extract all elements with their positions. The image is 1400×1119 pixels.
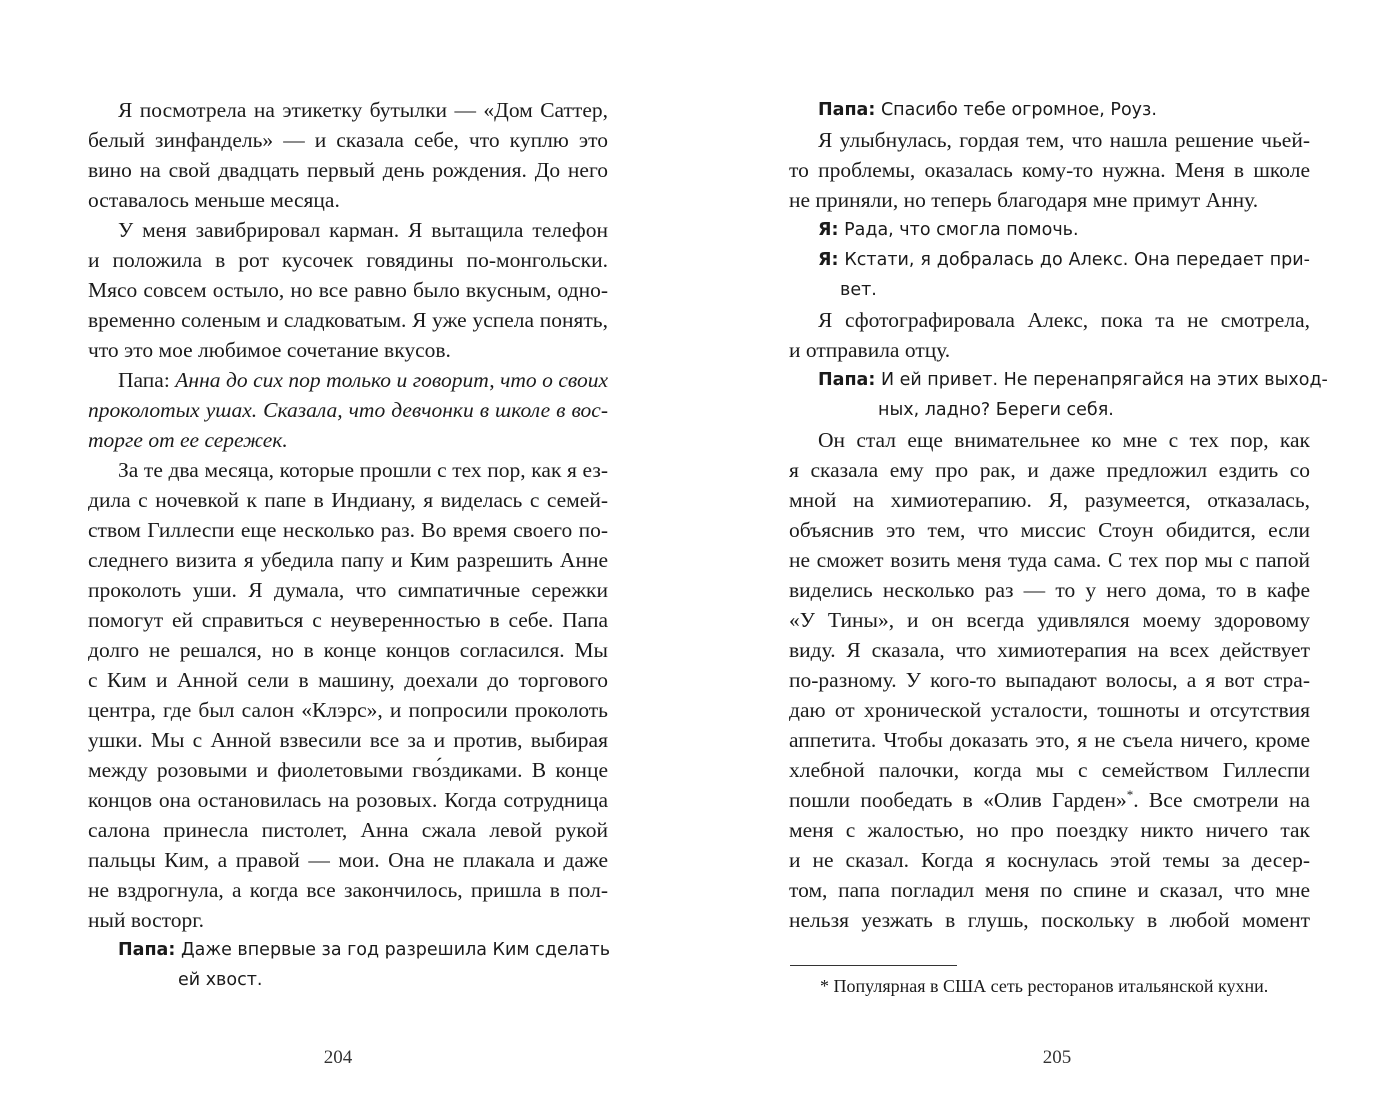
message-text: Кстати, я добралась до Алекс. Она передает при- bbox=[844, 250, 1310, 270]
text-line: нельзя уезжать в глушь, поскольку в любой момент bbox=[789, 908, 1310, 932]
speaker-label: Я: bbox=[818, 250, 839, 270]
page-number: 205 bbox=[1042, 1047, 1072, 1068]
text-line: ством Гиллеспи еще несколько раз. Во время своего по- bbox=[88, 518, 608, 542]
text-line: Мясо совсем остыло, но все равно было вкусным, одно- bbox=[88, 278, 608, 302]
text-line: хлебной палочки, когда мы с семейством Гиллеспи bbox=[789, 758, 1310, 782]
text-line: виду. Я сказала, что химиотерапия на всех действует bbox=[789, 638, 1310, 662]
text-line: долго не решался, но в конце концов согласился. Мы bbox=[88, 638, 608, 662]
papa-message bbox=[118, 935, 610, 965]
page-number: 204 bbox=[323, 1047, 353, 1068]
text-line: центра, где был салон «Клэрс», и попросили проколоть bbox=[88, 698, 608, 722]
message-text-continued: ей хвост. bbox=[178, 970, 263, 990]
speaker-label: Папа: bbox=[118, 368, 170, 392]
text-line: За те два месяца, которые прошли с тех пор, как я ез- bbox=[118, 458, 608, 482]
text-segment: пошли пообедать в «Олив Гарден» bbox=[789, 788, 1127, 812]
my-message bbox=[818, 215, 1079, 245]
text-line: концов она остановилась на розовых. Когда сотрудница bbox=[88, 788, 608, 812]
text-line: салона принесла пистолет, Анна сжала левой рукой bbox=[88, 818, 608, 842]
text-line: Он стал еще внимательнее ко мне с тех пор, как bbox=[818, 428, 1310, 452]
text-line-with-footnote bbox=[789, 785, 1310, 815]
message-text: Анна до сих пор только и говорит, что о своих bbox=[175, 368, 608, 392]
papa-message bbox=[818, 95, 1157, 125]
text-line: оставалось меньше месяца. bbox=[88, 188, 340, 212]
text-line: «У Тины», и он всегда удивлялся моему здоровому bbox=[789, 608, 1310, 632]
text-line: то проблемы, оказалась кому-то нужна. Меня в школе bbox=[789, 158, 1310, 182]
text-line: Я улыбнулась, гордая тем, что нашла решение чьей- bbox=[818, 128, 1310, 152]
text-line: торге от ее сережек. bbox=[88, 428, 288, 452]
text-line: Я сфотографировала Алекс, пока та не смотрела, bbox=[818, 308, 1310, 332]
text-line: ушки. Мы с Анной взвесили все за и против, выбирая bbox=[88, 728, 608, 752]
text-line: меня с жалостью, но про поездку никто ничего так bbox=[789, 818, 1310, 842]
text-line: следнего визита я убедила папу и Ким разрешить Анне bbox=[88, 548, 608, 572]
text-line: вино на свой двадцать первый день рождения. До него bbox=[88, 158, 608, 182]
text-line: помогут ей справиться с неуверенностью в себе. Папа bbox=[88, 608, 608, 632]
text-line: и отправила отцу. bbox=[789, 338, 951, 362]
text-line: не сможет возить меня туда сама. С тех пор мы с папой bbox=[789, 548, 1310, 572]
my-message bbox=[818, 245, 1310, 275]
text-line: между розовыми и фиолетовыми гво́здиками. В конце bbox=[88, 758, 608, 782]
message-text: Даже впервые за год разрешила Ким сделать bbox=[180, 940, 611, 960]
text-line: виделись несколько раз — то у него дома, то в кафе bbox=[789, 578, 1310, 602]
text-line: по-разному. У кого-то выпадают волосы, а я вот стра- bbox=[789, 668, 1310, 692]
papa-message bbox=[818, 365, 1328, 395]
footnote-divider bbox=[790, 965, 957, 966]
footnote-marker[interactable]: * bbox=[1126, 786, 1134, 802]
text-line: проколотых ушах. Сказала, что девчонки в школе в вос- bbox=[88, 398, 608, 422]
text-line: не приняли, но теперь благодаря мне примут Анну. bbox=[789, 188, 1259, 212]
text-line: У меня завибрировал карман. Я вытащила телефон bbox=[118, 218, 608, 242]
text-line: не вздрогнула, а когда все закончилось, пришла в пол- bbox=[88, 878, 608, 902]
text-line: дила с ночевкой к папе в Индиану, я виделась с семей- bbox=[88, 488, 608, 512]
text-segment: . Все смотрели на bbox=[1133, 788, 1310, 812]
footnote: * Популярная в США сеть ресторанов итальянской кухни. bbox=[820, 976, 1269, 996]
text-line: и положила в рот кусочек говядины по-монгольски. bbox=[88, 248, 608, 272]
message-text-continued: ных, ладно? Береги себя. bbox=[878, 400, 1114, 420]
text-line: пальцы Ким, а правой — мои. Она не плакала и даже bbox=[88, 848, 608, 872]
message-text-continued: вет. bbox=[840, 280, 877, 300]
text-line: что это мое любимое сочетание вкусов. bbox=[88, 338, 451, 362]
speaker-label: Папа: bbox=[818, 100, 876, 120]
text-line: временно соленым и сладковатым. Я уже успела понять, bbox=[88, 308, 608, 332]
message-text: И ей привет. Не перенапрягайся на этих выход- bbox=[880, 370, 1328, 390]
speaker-label: Папа: bbox=[118, 940, 176, 960]
papa-message-serif bbox=[118, 365, 608, 395]
text-line: объяснив это тем, что миссис Стоун обидится, если bbox=[789, 518, 1310, 542]
message-text: Спасибо тебе огромное, Роуз. bbox=[880, 100, 1157, 120]
text-line: и не сказал. Когда я коснулась этой темы за десер- bbox=[789, 848, 1310, 872]
text-line: ный восторг. bbox=[88, 908, 205, 932]
text-line: с Ким и Анной сели в машину, доехали до торгового bbox=[88, 668, 608, 692]
text-line: белый зинфандель» — и сказала себе, что куплю это bbox=[88, 128, 608, 152]
message-text: Рада, что смогла помочь. bbox=[844, 220, 1079, 240]
speaker-label: Я: bbox=[818, 220, 839, 240]
speaker-label: Папа: bbox=[818, 370, 876, 390]
text-line: аппетита. Чтобы доказать это, я не съела ничего, кроме bbox=[789, 728, 1310, 752]
text-line: Я посмотрела на этикетку бутылки — «Дом Саттер, bbox=[118, 98, 608, 122]
text-line: том, папа погладил меня по спине и сказал, что мне bbox=[789, 878, 1310, 902]
text-line: я сказала ему про рак, и даже предложил ездить со bbox=[789, 458, 1310, 482]
text-line: мной на химиотерапию. Я, разумеется, отказалась, bbox=[789, 488, 1310, 512]
text-line: даю от хронической усталости, тошноты и отсутствия bbox=[789, 698, 1310, 722]
text-line: проколоть уши. Я думала, что симпатичные сережки bbox=[88, 578, 608, 602]
